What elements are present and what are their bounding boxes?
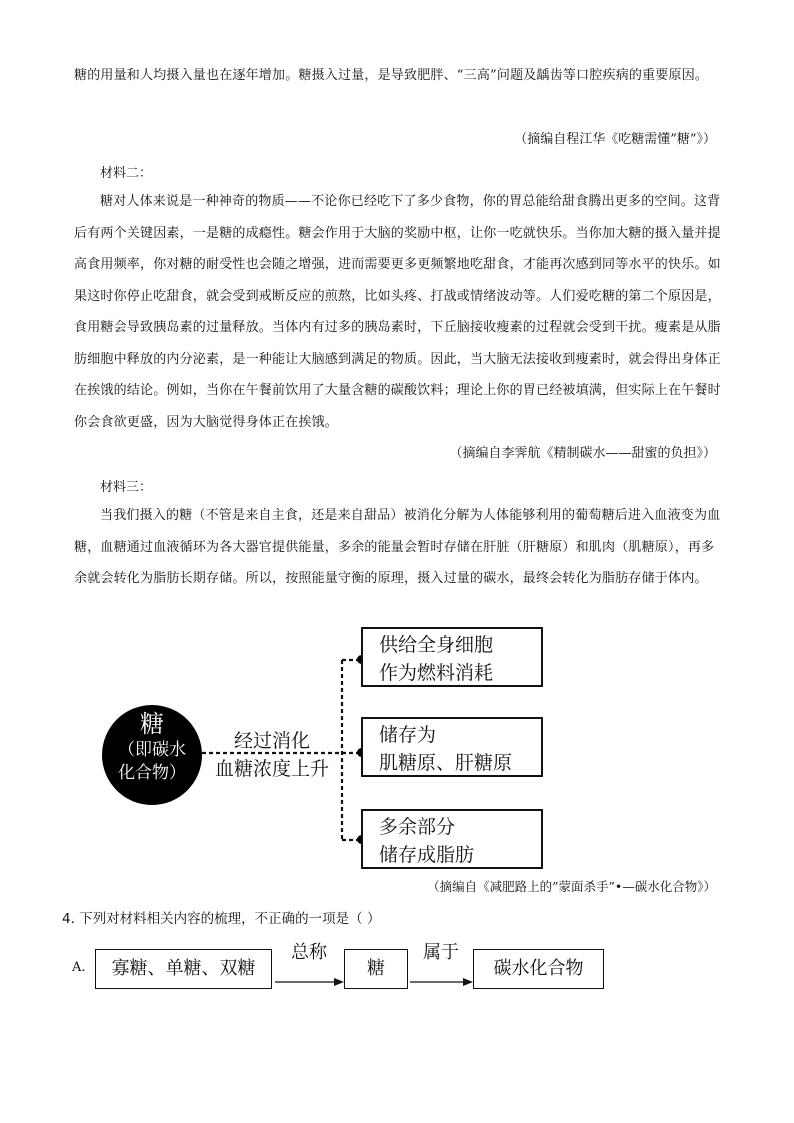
material2-source: （摘编自李霁航《精制碳水——甜蜜的负担》） — [449, 446, 716, 461]
circle-sub-text-1: （即碳水 — [118, 740, 186, 760]
material1-tail-text: 糖的用量和人均摄入量也在逐年增加。糖摄入过量，是导致肥胖、“三高”问题及龋齿等口腔疾病的重要原因。 — [74, 68, 709, 83]
box-glycogen-storage — [361, 717, 543, 777]
question-4-text: 4. 下列对材料相关内容的梳理，不正确的一项是（ ） — [62, 911, 381, 927]
box1-line1: 供给全身细胞 — [379, 634, 494, 656]
option-a-box-oligosaccharides: 寡糖、单糖、双糖 — [95, 949, 272, 989]
option-a-arrow-label-1: 总称 — [291, 942, 327, 963]
box2-line1: 储存为 — [379, 724, 437, 746]
diagram-source: （摘编自《减肥路上的”蒙面杀手”•—碳水化合物》） — [427, 879, 716, 894]
box1-line2: 作为燃料消耗 — [379, 662, 494, 684]
material1-source: （摘编自程江华《吃糖需懂”糖”》） — [514, 132, 716, 147]
option-a-arrowhead-2 — [463, 978, 473, 986]
option-a-box-carbohydrate: 碳水化合物 — [473, 949, 604, 989]
option-a-box-sugar: 糖 — [344, 949, 408, 989]
material3-text: 当我们摄入的糖（不管是来自主食，还是来自甜品）被消化分解为人体能够利用的葡萄糖后进入血液变为血糖，血糖通过血液循环为各大器官提供能量，多余的能量会暂时存储在肝脏（肝糖原）和肌肉（肌糖原），再多余就会转化为脂肪长期存储。所以，按照能量守衡的原理，摄入过量的碳水，最终会转化为脂肪存储于体内。 — [74, 508, 721, 586]
flow-label-line2: 血糖浓度上升 — [214, 758, 329, 780]
option-a-label[interactable]: A. — [72, 960, 86, 975]
flow-label-line1: 经过消化 — [233, 730, 310, 752]
box-energy-supply — [361, 627, 543, 687]
box-fat-storage — [361, 809, 543, 869]
circle-main-text: 糖 — [140, 710, 164, 738]
material2-text: 糖对人体来说是一种神奇的物质——不论你已经吃下了多少食物，你的胃总能给甜食腾出更多的空间。这背后有两个关键因素，一是糖的成瘾性。糖会作用于大脑的奖励中枢，让你一吃就快乐。当你加大糖的摄入量并提高食用频率，你对糖的耐受性也会随之增强，进而需要更多更频繁地吃甜食，才能再次感到同等水平的快乐。如果这时你停止吃甜食，就会受到戒断反应的煎熬，比如头疼、打战或情绪波动等。人们爱吃糖的第二个原因是，食用糖会导致胰岛素的过量释放。当体内有过多的胰岛素时，下丘脑接收瘦素的过程就会受到干扰。瘦素是从脂肪细胞中释放的内分泌素，是一种能让大脑感到满足的物质。因此，当大脑无法接收到瘦素时，就会得出身体正在挨饿的结论。例如，当你在午餐前饮用了大量含糖的碳酸饮料；理论上你的胃已经被填满，但实际上在午餐时你会食欲更盛，因为大脑觉得身体正在挨饿。 — [74, 194, 721, 430]
material2-heading: 材料二： — [100, 166, 153, 181]
box3-line2: 储存成脂肪 — [379, 844, 475, 866]
option-a-arrowhead-1 — [334, 978, 344, 986]
option-a-arrow-label-2: 属于 — [423, 942, 459, 963]
box3-line1: 多余部分 — [379, 816, 456, 838]
material3-heading: 材料三： — [100, 480, 153, 495]
box2-line2: 肌糖原、肝糖原 — [379, 752, 513, 774]
circle-sub-text-2: 化合物） — [118, 763, 186, 783]
